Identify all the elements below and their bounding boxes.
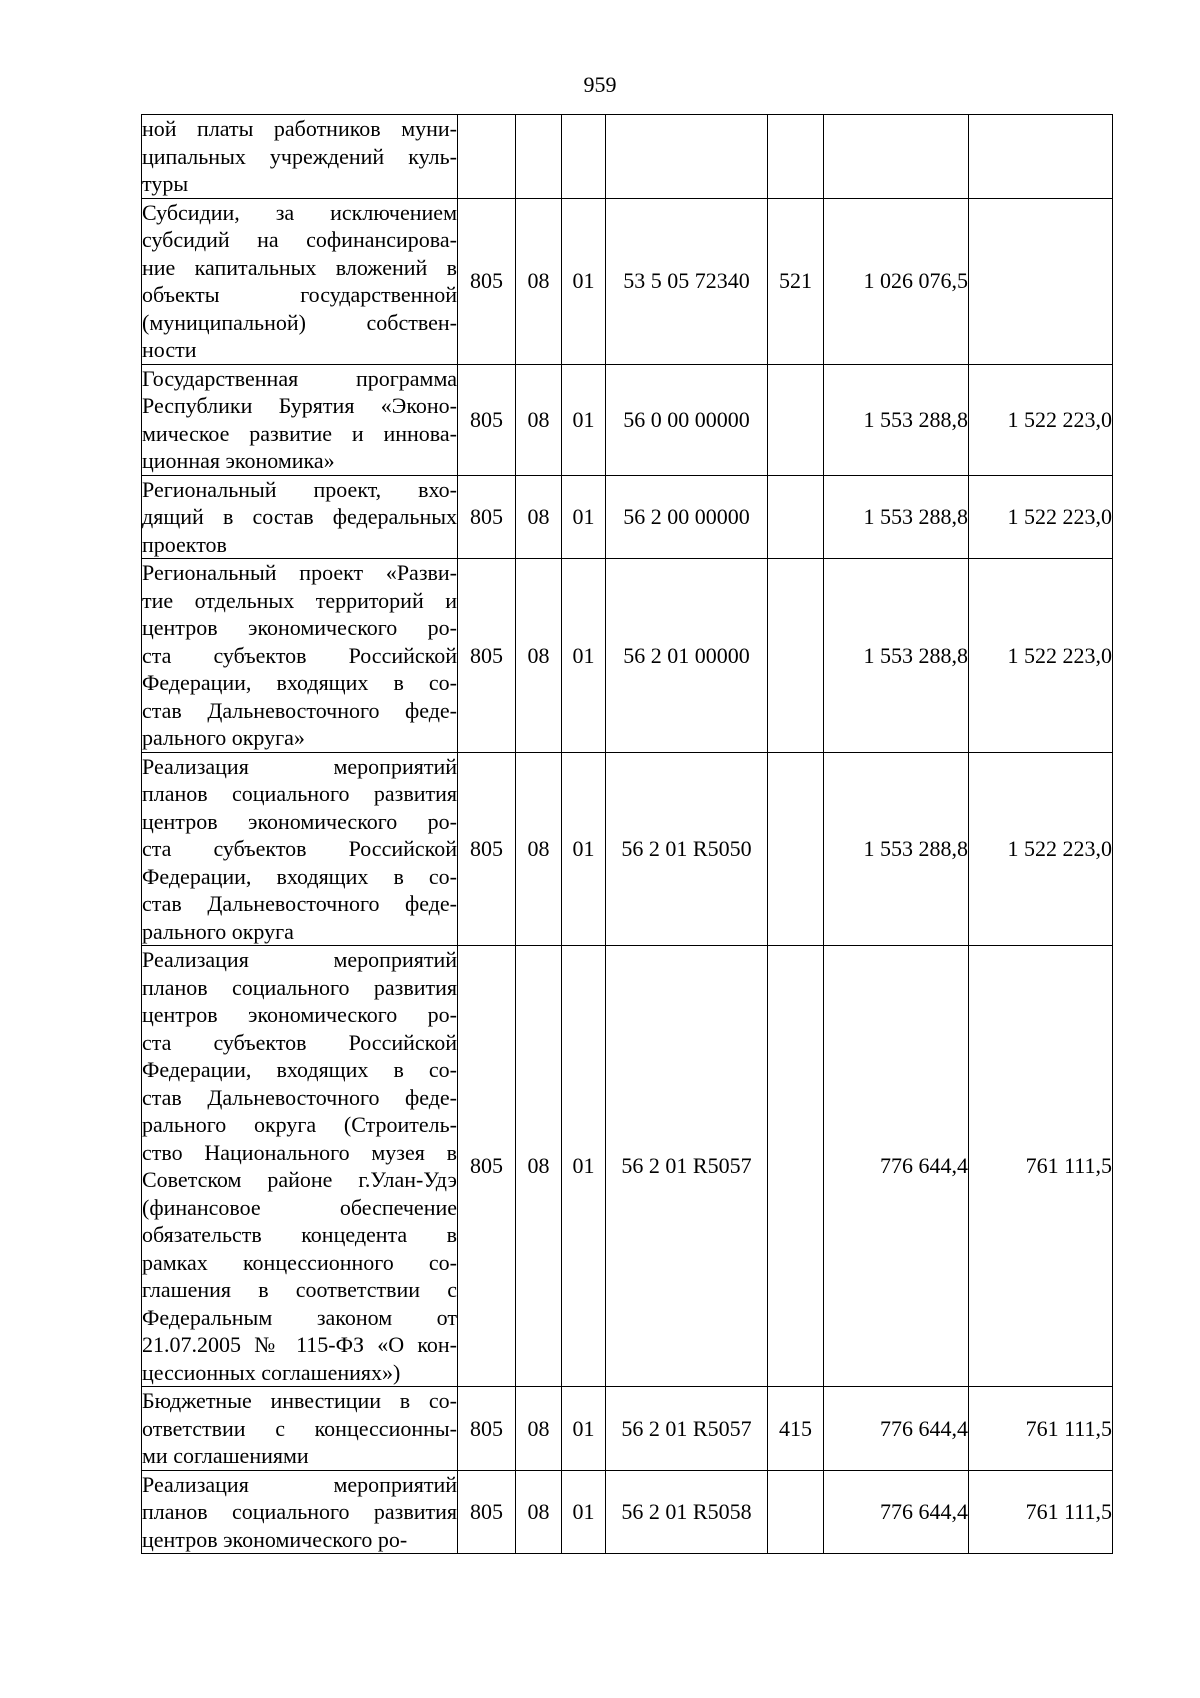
column-rz xyxy=(516,115,562,199)
table-row xyxy=(142,198,1113,364)
description-line: ционная экономика» xyxy=(142,448,335,473)
column-csr: 56 2 01 R5050 xyxy=(606,752,768,946)
column-amount-year-2 xyxy=(969,115,1113,199)
row-description xyxy=(142,115,458,199)
column-gr: 805 xyxy=(458,559,516,753)
description-line: Государственная программа xyxy=(142,365,457,391)
description-line: став Дальневосточного феде- xyxy=(142,1084,457,1110)
column-vr xyxy=(768,946,824,1387)
description-line: планов социального развития xyxy=(142,974,457,1000)
column-amount-year-1: 776 644,4 xyxy=(824,1387,969,1471)
description-line: Федерации, входящих в со- xyxy=(142,863,457,889)
column-rz: 08 xyxy=(516,475,562,559)
table-body xyxy=(142,115,1113,1554)
column-pr xyxy=(562,115,606,199)
table-row xyxy=(142,559,1113,753)
column-amount-year-2: 1 522 223,0 xyxy=(969,752,1113,946)
description-line: Реализация мероприятий xyxy=(142,947,457,972)
page-number: 959 xyxy=(583,72,617,97)
description-line: 21.07.2005 № 115-ФЗ «О кон- xyxy=(142,1332,457,1357)
column-pr: 01 xyxy=(562,1387,606,1471)
description-line: став Дальневосточного феде- xyxy=(142,697,457,723)
row-description xyxy=(142,198,458,364)
table-row xyxy=(142,1387,1113,1471)
description-line: (финансовое обеспечение xyxy=(142,1194,457,1220)
description-line: ста субъектов Российской xyxy=(142,1029,457,1055)
column-rz: 08 xyxy=(516,1470,562,1554)
description-line: ности xyxy=(142,337,197,362)
description-line: обязательств концедента в xyxy=(142,1222,457,1247)
column-csr: 56 2 01 R5058 xyxy=(606,1470,768,1554)
column-rz: 08 xyxy=(516,198,562,364)
description-line: Советском районе г.Улан-Удэ xyxy=(142,1167,457,1192)
description-line: (муниципальной) собствен- xyxy=(142,309,457,335)
column-vr: 521 xyxy=(768,198,824,364)
table-row xyxy=(142,946,1113,1387)
column-amount-year-1 xyxy=(824,115,969,199)
description-line: Федеральным законом от xyxy=(142,1304,457,1330)
column-amount-year-1: 1 553 288,8 xyxy=(824,364,969,475)
column-rz: 08 xyxy=(516,559,562,753)
column-gr: 805 xyxy=(458,1387,516,1471)
description-line: ответствии с концессионны- xyxy=(142,1415,457,1441)
description-line: Реализация мероприятий xyxy=(142,1471,457,1497)
row-description xyxy=(142,1387,458,1471)
column-vr: 415 xyxy=(768,1387,824,1471)
description-line: цессионных соглашениях») xyxy=(142,1359,401,1385)
column-amount-year-1: 1 553 288,8 xyxy=(824,475,969,559)
column-gr: 805 xyxy=(458,198,516,364)
description-line: планов социального развития xyxy=(142,781,457,806)
column-csr: 53 5 05 72340 xyxy=(606,198,768,364)
description-line: субсидий на софинансирова- xyxy=(142,227,457,252)
column-vr xyxy=(768,1470,824,1554)
description-line: объекты государственной xyxy=(142,282,457,307)
column-amount-year-1: 776 644,4 xyxy=(824,946,969,1387)
column-rz: 08 xyxy=(516,1387,562,1471)
description-line: глашения в соответствии с xyxy=(142,1277,457,1302)
description-line: Федерации, входящих в со- xyxy=(142,1057,457,1082)
column-amount-year-1: 1 026 076,5 xyxy=(824,198,969,364)
description-line: тие отдельных территорий и xyxy=(142,587,457,613)
column-gr: 805 xyxy=(458,752,516,946)
column-csr: 56 0 00 00000 xyxy=(606,364,768,475)
column-pr: 01 xyxy=(562,1470,606,1554)
column-pr: 01 xyxy=(562,946,606,1387)
column-pr: 01 xyxy=(562,364,606,475)
description-line: проектов xyxy=(142,531,227,557)
description-line: рального округа (Строитель- xyxy=(142,1112,457,1137)
column-rz: 08 xyxy=(516,364,562,475)
description-line: Региональный проект «Разви- xyxy=(142,560,457,585)
column-csr: 56 2 00 00000 xyxy=(606,475,768,559)
description-line: Федерации, входящих в со- xyxy=(142,670,457,695)
description-line: Субсидии, за исключением xyxy=(142,199,457,225)
row-description xyxy=(142,364,458,475)
column-csr: 56 2 01 R5057 xyxy=(606,946,768,1387)
description-line: центров экономического ро- xyxy=(142,1526,408,1552)
description-line: ста субъектов Российской xyxy=(142,836,457,861)
description-line: ципальных учреждений куль- xyxy=(142,143,457,169)
column-amount-year-1: 776 644,4 xyxy=(824,1470,969,1554)
column-vr xyxy=(768,364,824,475)
table-row xyxy=(142,115,1113,199)
column-amount-year-2: 761 111,5 xyxy=(969,1387,1113,1471)
column-csr: 56 2 01 00000 xyxy=(606,559,768,753)
column-amount-year-1: 1 553 288,8 xyxy=(824,559,969,753)
column-amount-year-1: 1 553 288,8 xyxy=(824,752,969,946)
column-rz: 08 xyxy=(516,752,562,946)
table-row xyxy=(142,475,1113,559)
description-line: центров экономического ро- xyxy=(142,808,457,834)
column-amount-year-2: 1 522 223,0 xyxy=(969,559,1113,753)
column-gr: 805 xyxy=(458,946,516,1387)
table-row xyxy=(142,1470,1113,1554)
column-pr: 01 xyxy=(562,559,606,753)
description-line: планов социального развития xyxy=(142,1499,457,1524)
description-line: рального округа xyxy=(142,918,294,944)
table-row xyxy=(142,364,1113,475)
description-line: ство Национального музея в xyxy=(142,1139,457,1165)
column-amount-year-2: 1 522 223,0 xyxy=(969,475,1113,559)
column-gr xyxy=(458,115,516,199)
description-line: ста субъектов Российской xyxy=(142,642,457,668)
column-vr xyxy=(768,752,824,946)
column-amount-year-2: 1 522 223,0 xyxy=(969,364,1113,475)
description-line: рамках концессионного со- xyxy=(142,1249,457,1275)
column-gr: 805 xyxy=(458,475,516,559)
table-row xyxy=(142,752,1113,946)
description-line: ми соглашениями xyxy=(142,1443,309,1468)
description-line: Республики Бурятия «Эконо- xyxy=(142,393,457,418)
description-line: туры xyxy=(142,171,189,196)
description-line: став Дальневосточного феде- xyxy=(142,891,457,916)
description-line: дящий в состав федеральных xyxy=(142,504,457,529)
description-line: мическое развитие и иннова- xyxy=(142,420,457,446)
column-pr: 01 xyxy=(562,198,606,364)
description-line: центров экономического ро- xyxy=(142,615,457,640)
description-line: Бюджетные инвестиции в со- xyxy=(142,1388,457,1413)
row-description xyxy=(142,559,458,753)
row-description xyxy=(142,1470,458,1554)
column-vr xyxy=(768,115,824,199)
row-description xyxy=(142,946,458,1387)
description-line: центров экономического ро- xyxy=(142,1002,457,1027)
column-csr xyxy=(606,115,768,199)
description-line: Региональный проект, вхо- xyxy=(142,476,457,502)
description-line: рального округа» xyxy=(142,725,305,750)
column-amount-year-2 xyxy=(969,198,1113,364)
column-csr: 56 2 01 R5057 xyxy=(606,1387,768,1471)
description-line: Реализация мероприятий xyxy=(142,753,457,779)
column-amount-year-2: 761 111,5 xyxy=(969,1470,1113,1554)
row-description xyxy=(142,475,458,559)
row-description xyxy=(142,752,458,946)
column-amount-year-2: 761 111,5 xyxy=(969,946,1113,1387)
column-pr: 01 xyxy=(562,475,606,559)
budget-table xyxy=(141,114,1113,1554)
column-vr xyxy=(768,559,824,753)
column-vr xyxy=(768,475,824,559)
column-gr: 805 xyxy=(458,1470,516,1554)
description-line: ной платы работников муни- xyxy=(142,116,457,141)
column-pr: 01 xyxy=(562,752,606,946)
column-rz: 08 xyxy=(516,946,562,1387)
description-line: ние капитальных вложений в xyxy=(142,254,457,280)
column-gr: 805 xyxy=(458,364,516,475)
